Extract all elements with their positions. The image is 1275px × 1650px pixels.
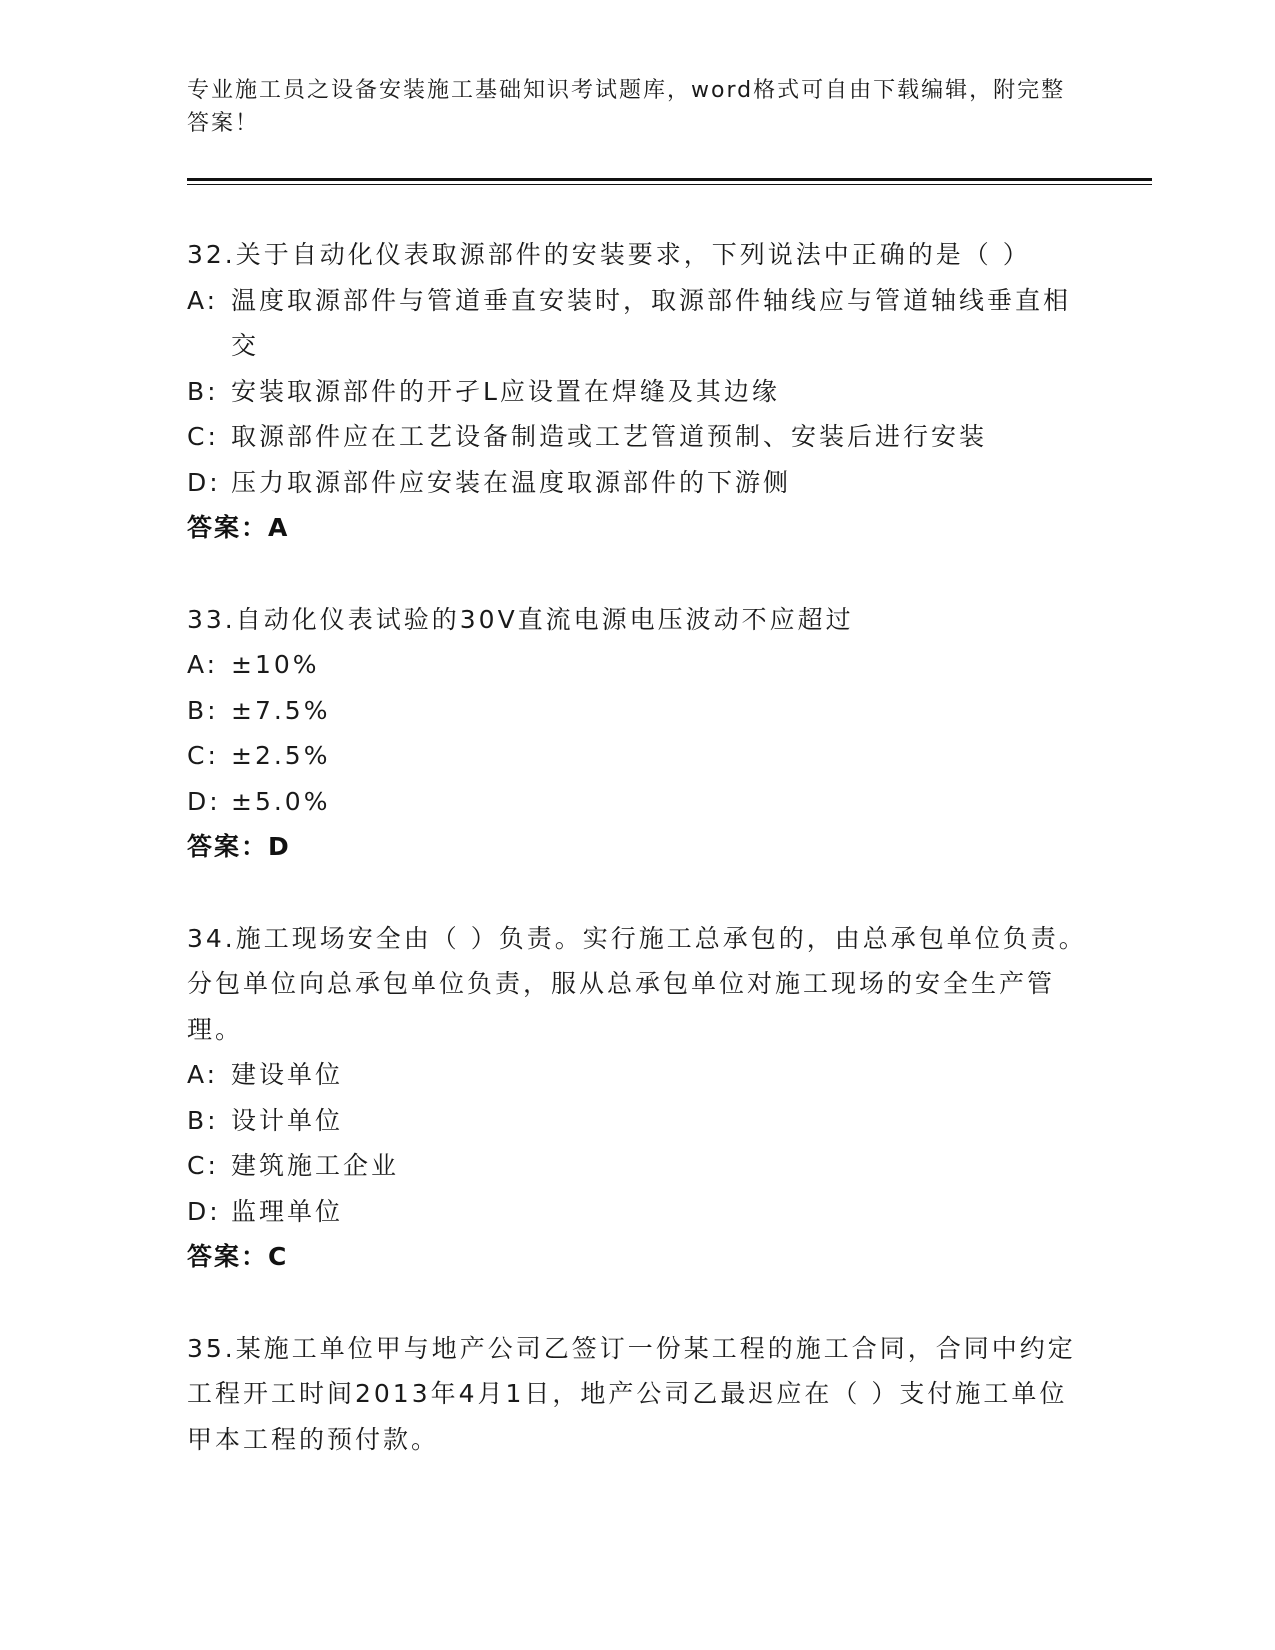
- option-letter: C:: [187, 422, 219, 451]
- option-letter: A:: [187, 285, 219, 315]
- document-header: [187, 74, 1067, 140]
- option-letter: D:: [187, 786, 221, 816]
- option-text: 取源部件应在工艺设备制造或工艺管道预制、安装后进行安装: [231, 422, 988, 451]
- option-c: [187, 1143, 1087, 1189]
- option-text: 安装取源部件的开孑L应设置在焊缝及其边缘: [231, 376, 780, 406]
- question-stem: 34.施工现场安全由（ ）负责。实行施工总承包的，由总承包单位负责。分包单位向总承包单位负责，服从总承包单位对施工现场的安全生产管理。: [187, 923, 1087, 1044]
- question-list: [187, 232, 1087, 1508]
- header-text: 专业施工员之设备安装施工基础知识考试题库，word格式可自由下载编辑，附完整答案！: [187, 78, 1066, 136]
- option-text: ±7.5%: [231, 695, 331, 725]
- question-stem: 32.关于自动化仪表取源部件的安装要求，下列说法中正确的是（ ）: [187, 240, 1031, 269]
- option-letter: B:: [187, 1105, 219, 1135]
- option-text: 监理单位: [231, 1196, 344, 1226]
- question-34: [187, 916, 1087, 1280]
- option-letter: B:: [187, 376, 219, 406]
- option-b: [187, 1098, 1087, 1144]
- option-text: 建筑施工企业: [231, 1151, 400, 1180]
- answer-label: 答案：D: [187, 832, 291, 861]
- question-32: [187, 232, 1087, 551]
- question-35: [187, 1326, 1087, 1463]
- option-b: [187, 688, 1087, 734]
- option-a: [187, 278, 1087, 369]
- option-c: [187, 414, 1087, 460]
- answer-label: 答案：A: [187, 513, 290, 542]
- option-letter: D:: [187, 1196, 221, 1226]
- header-rule-thick: [187, 178, 1152, 181]
- option-letter: D:: [187, 467, 221, 497]
- option-text: ±2.5%: [231, 741, 331, 770]
- option-text: 压力取源部件应安装在温度取源部件的下游侧: [231, 467, 792, 497]
- option-letter: C:: [187, 741, 219, 770]
- option-text: 温度取源部件与管道垂直安装时，取源部件轴线应与管道轴线垂直相交: [231, 285, 1072, 360]
- option-a: [187, 642, 1087, 688]
- option-a: [187, 1052, 1087, 1098]
- option-text: ±10%: [231, 650, 320, 679]
- option-d: [187, 460, 1087, 506]
- answer-label: 答案：C: [187, 1242, 289, 1271]
- option-c: [187, 733, 1087, 779]
- option-b: [187, 369, 1087, 415]
- question-stem: 35.某施工单位甲与地产公司乙签订一份某工程的施工合同，合同中约定工程开工时间2013年4月1日，地产公司乙最迟应在（ ）支付施工单位甲本工程的预付款。: [187, 1333, 1076, 1454]
- option-letter: A:: [187, 650, 219, 679]
- option-text: 建设单位: [231, 1060, 344, 1089]
- question-stem: 33.自动化仪表试验的30V直流电源电压波动不应超过: [187, 604, 854, 634]
- option-letter: B:: [187, 695, 219, 725]
- option-text: 设计单位: [231, 1105, 344, 1135]
- option-letter: A:: [187, 1060, 219, 1089]
- option-d: [187, 1189, 1087, 1235]
- option-d: [187, 779, 1087, 825]
- header-rule-thin: [187, 184, 1152, 185]
- option-letter: C:: [187, 1151, 219, 1180]
- option-text: ±5.0%: [231, 786, 331, 816]
- question-33: [187, 597, 1087, 870]
